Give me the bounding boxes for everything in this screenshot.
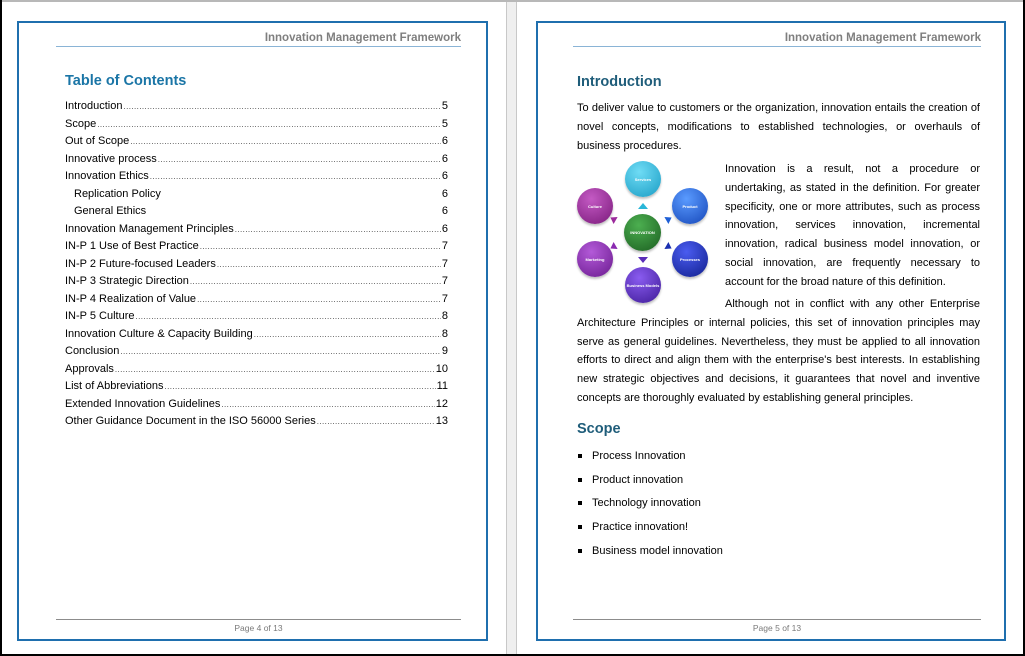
toc-entry-title: IN-P 5 Culture — [65, 310, 135, 322]
scope-heading: Scope — [577, 421, 621, 437]
toc-entry-page: 5 — [441, 100, 448, 112]
toc-entry-page: 8 — [441, 310, 448, 322]
page-5 — [517, 2, 1023, 654]
bullet-icon — [578, 478, 582, 482]
page-header: Innovation Management Framework — [784, 32, 981, 44]
dot-leader — [120, 343, 440, 361]
toc-entry-page: 6 — [441, 205, 448, 217]
dot-leader — [123, 98, 440, 116]
toc-entry-title: Innovation Culture & Capacity Building — [65, 327, 253, 340]
arrow-upper-right-icon — [664, 214, 673, 224]
dot-leader — [254, 326, 441, 344]
diagram-node-marketing: Marketing — [577, 241, 613, 277]
toc-entry[interactable] — [65, 361, 448, 379]
toc-entry-page: 11 — [436, 380, 448, 392]
toc-entry-title: IN-P 2 Future-focused Leaders — [65, 257, 216, 270]
innovation-diagram — [574, 159, 710, 305]
toc-entry[interactable] — [65, 133, 448, 151]
toc-entry[interactable] — [65, 396, 448, 414]
list-item — [577, 471, 723, 495]
bullet-icon — [578, 454, 582, 458]
dot-leader — [190, 273, 441, 291]
toc-entry-title: Conclusion — [65, 345, 120, 357]
toc-subentry[interactable] — [65, 186, 448, 204]
toc-entry-title: Innovative process — [65, 152, 157, 165]
footer-divider — [56, 619, 461, 620]
toc-entry-title: Out of Scope — [65, 135, 130, 147]
toc-entry-title: Other Guidance Document in the ISO 56000 Series — [65, 415, 316, 427]
introduction-paragraph-2: Innovation is a result, not a procedure or undertaking, as stated in the definition. For greater specificity, one or more attributes, such as process innovation, services innovation, incremental innovation, radical business model innovation, or social innovation, are frequently necessary to account for the broad nature of this definition. — [725, 163, 980, 288]
list-item-text: Product innovation — [592, 473, 684, 486]
toc-entry-page: 7 — [441, 275, 448, 287]
footer-divider — [573, 619, 981, 620]
window-frame-top — [0, 0, 1025, 2]
toc-entry[interactable] — [65, 221, 448, 239]
toc-entry[interactable] — [65, 116, 448, 134]
toc-title: Table of Contents — [65, 73, 187, 89]
diagram-node-culture: Culture — [577, 188, 613, 224]
toc-entry[interactable] — [65, 273, 448, 291]
toc-entry-page: 6 — [441, 152, 448, 165]
toc-entry[interactable] — [65, 308, 448, 326]
list-item-text: Technology innovation — [592, 497, 701, 510]
toc-entry-page: 6 — [441, 222, 448, 235]
toc-entry-title: Introduction — [65, 100, 123, 112]
diagram-node-processes: Processes — [672, 241, 708, 277]
page-gutter — [506, 0, 517, 656]
dot-leader — [221, 396, 434, 414]
arrow-lower-right-icon — [664, 242, 673, 252]
toc-entry-title: IN-P 4 Realization of Value — [65, 292, 197, 305]
list-item — [577, 542, 723, 566]
toc-entry[interactable] — [65, 168, 448, 186]
toc-entry-title: Innovation Ethics — [65, 170, 149, 182]
list-item — [577, 518, 723, 542]
toc-subentry[interactable] — [65, 203, 448, 221]
list-item-text: Process Innovation — [592, 450, 686, 462]
window-frame-left — [0, 0, 2, 656]
dot-leader — [164, 378, 435, 396]
header-divider — [56, 46, 461, 47]
toc-entry-page: 10 — [435, 362, 448, 375]
toc-entry-page: 7 — [441, 240, 448, 252]
toc-entry-title: General Ethics — [74, 205, 147, 217]
page-number: Page 4 of 13 — [234, 623, 283, 633]
toc-entry[interactable] — [65, 326, 448, 344]
scope-list — [577, 447, 723, 565]
toc-entry-page: 6 — [441, 187, 448, 200]
toc-entry[interactable] — [65, 151, 448, 169]
page-number: Page 5 of 13 — [752, 623, 802, 633]
dot-leader — [235, 221, 441, 239]
list-item-text: Practice innovation! — [592, 521, 688, 534]
toc-entry[interactable] — [65, 256, 448, 274]
toc-entry-title: IN-P 3 Strategic Direction — [65, 275, 189, 287]
toc-entry-page: 13 — [435, 415, 448, 427]
diagram-center-node: INNOVATION — [624, 214, 661, 251]
introduction-heading: Introduction — [577, 74, 662, 90]
dot-leader — [115, 361, 435, 379]
toc-entry-page: 6 — [441, 135, 448, 147]
toc-entry-page: 6 — [441, 170, 448, 182]
toc-entry-page: 7 — [441, 292, 448, 305]
table-of-contents — [65, 98, 448, 431]
dot-leader — [217, 256, 441, 274]
dot-leader — [97, 116, 441, 134]
toc-entry-title: Scope — [65, 117, 97, 130]
dot-leader — [197, 291, 441, 309]
toc-entry-title: Approvals — [65, 362, 114, 375]
dot-leader — [158, 151, 441, 169]
dot-leader — [317, 413, 435, 431]
bullet-icon — [578, 501, 582, 505]
header-divider — [573, 46, 981, 47]
toc-entry-page: 7 — [441, 257, 448, 270]
page-header: Innovation Management Framework — [264, 32, 461, 44]
toc-entry[interactable] — [65, 238, 448, 256]
dot-leader — [130, 133, 441, 151]
toc-entry[interactable] — [65, 291, 448, 309]
list-item — [577, 447, 723, 471]
list-item-text: Business model innovation — [592, 544, 723, 557]
toc-entry-title: IN-P 1 Use of Best Practice — [65, 240, 199, 252]
diagram-node-business-models: Business Models — [625, 267, 661, 303]
arrow-up-icon — [638, 203, 648, 209]
dot-leader — [136, 308, 441, 326]
bullet-icon — [578, 549, 582, 553]
dot-leader — [150, 168, 441, 186]
diagram-node-product: Product — [672, 188, 708, 224]
toc-entry[interactable] — [65, 413, 448, 431]
toc-entry-page: 9 — [441, 345, 448, 357]
diagram-node-services: Services — [625, 161, 661, 197]
arrow-down-icon — [638, 257, 648, 263]
bullet-icon — [578, 525, 582, 529]
toc-entry[interactable] — [65, 98, 448, 116]
dot-leader — [200, 238, 441, 256]
toc-entry-title: Innovation Management Principles — [65, 222, 234, 235]
list-item — [577, 494, 723, 518]
toc-entry-title: List of Abbreviations — [65, 380, 164, 392]
toc-entry-page: 8 — [441, 327, 448, 340]
toc-entry-page: 5 — [441, 117, 448, 130]
toc-entry-page: 12 — [435, 397, 448, 410]
introduction-paragraph-1: To deliver value to customers or the organization, innovation entails the creation of novel concepts, modifications to established technologies, or overhauls of business procedures. — [577, 102, 980, 152]
toc-entry-title: Replication Policy — [74, 187, 161, 200]
toc-entry-title: Extended Innovation Guidelines — [65, 397, 221, 410]
introduction-paragraph-3: Although not in conflict with any other Enterprise Architecture Principles or internal policies, this set of innovation principles may serve as general guidelines. Nevertheless, they must be applied to all innovation efforts to direct and align them with the enterprise's best interests. In establishing new strategic objectives and decisions, it guarantees that novel and inventive concepts are thoroughly evaluated by establishing general principles. — [577, 298, 980, 404]
toc-entry[interactable] — [65, 378, 448, 396]
page-4 — [2, 2, 506, 654]
toc-entry[interactable] — [65, 343, 448, 361]
